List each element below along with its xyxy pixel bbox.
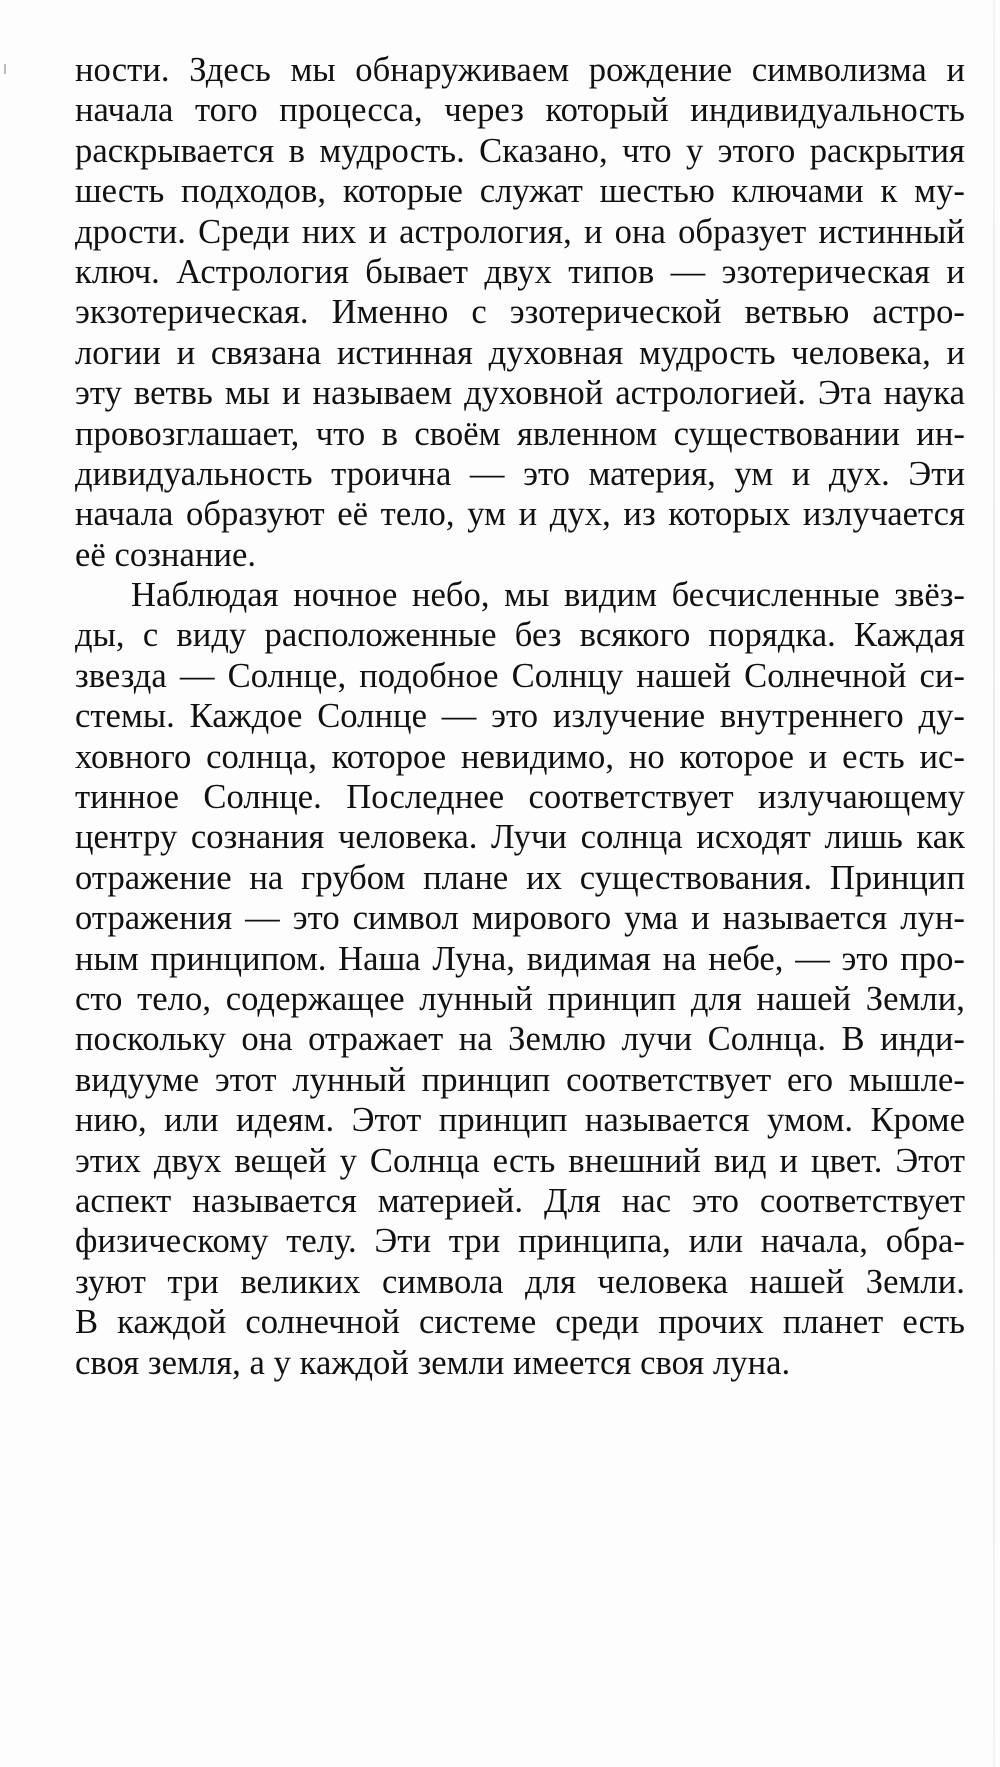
paragraph-1 [75,50,965,575]
text-line: нию, или идеям. Этот принцип называется умом. Кроме [75,1101,965,1140]
text-line: начала того процесса, через который индивидуальность [75,91,965,130]
text-line: экзотерическая. Именно с эзотерической ветвью астро- [75,293,965,332]
book-page-text [75,50,965,1383]
text-line: ды, с виду расположенные без всякого порядка. Каждая [75,616,965,655]
text-line: Наблюдая ночное небо, мы видим бесчисленные звёз- [131,576,965,615]
text-line: дивидуальность троична — это материя, ум и дух. Эти [75,454,965,493]
text-line: аспект называется материей. Для нас это соответствует [75,1181,965,1220]
text-line: провозглашает, что в своём явленном существовании ин- [75,414,965,453]
text-line: отражение на грубом плане их существования. Принцип [75,858,965,897]
text-line: звезда — Солнце, подобное Солнцу нашей Солнечной си- [75,656,965,695]
text-line: ховного солнца, которое невидимо, но которое и есть ис- [75,737,965,776]
text-line: раскрывается в мудрость. Сказано, что у этого раскрытия [75,131,965,170]
scan-edge-mark [4,64,6,74]
text-line: зуют три великих символа для человека нашей Земли. [75,1262,965,1301]
text-line: начала образуют её тело, ум и дух, из которых излучается [75,495,965,534]
text-line: ключ. Астрология бывает двух типов — эзотерическая и [75,252,965,291]
text-line: ности. Здесь мы обнаруживаем рождение символизма и [75,51,965,89]
page-edge-shadow [993,0,995,1767]
text-line: стемы. Каждое Солнце — это излучение внутреннего ду- [75,697,965,736]
text-line: ным принципом. Наша Луна, видимая на небе, — это про- [75,939,965,978]
text-line: центру сознания человека. Лучи солнца исходят лишь как [75,818,965,857]
paragraph-2 [75,575,965,1383]
text-line: отражения — это символ мирового ума и называется лун- [75,899,965,938]
text-line: шесть подходов, которые служат шестью ключами к му- [75,172,965,211]
text-line: тинное Солнце. Последнее соответствует излучающему [75,778,965,817]
text-line: эту ветвь мы и называем духовной астрологией. Эта наука [75,374,965,413]
text-line: своя земля, а у каждой земли имеется своя луна. [75,1343,791,1382]
text-line: дрости. Среди них и астрология, и она образует истинный [75,212,965,251]
text-line: физическому телу. Эти три принципа, или начала, обра- [75,1222,965,1261]
text-line: этих двух вещей у Солнца есть внешний вид и цвет. Этот [75,1141,965,1180]
text-line: поскольку она отражает на Землю лучи Солнца. В инди- [75,1020,965,1059]
text-line: В каждой солнечной системе среди прочих планет есть [75,1303,965,1342]
text-line: видууме этот лунный принцип соответствует его мышле- [75,1060,965,1099]
text-line: логии и связана истинная духовная мудрость человека, и [75,333,965,372]
text-line: сто тело, содержащее лунный принцип для нашей Земли, [75,979,965,1018]
text-line: её сознание. [75,535,257,574]
